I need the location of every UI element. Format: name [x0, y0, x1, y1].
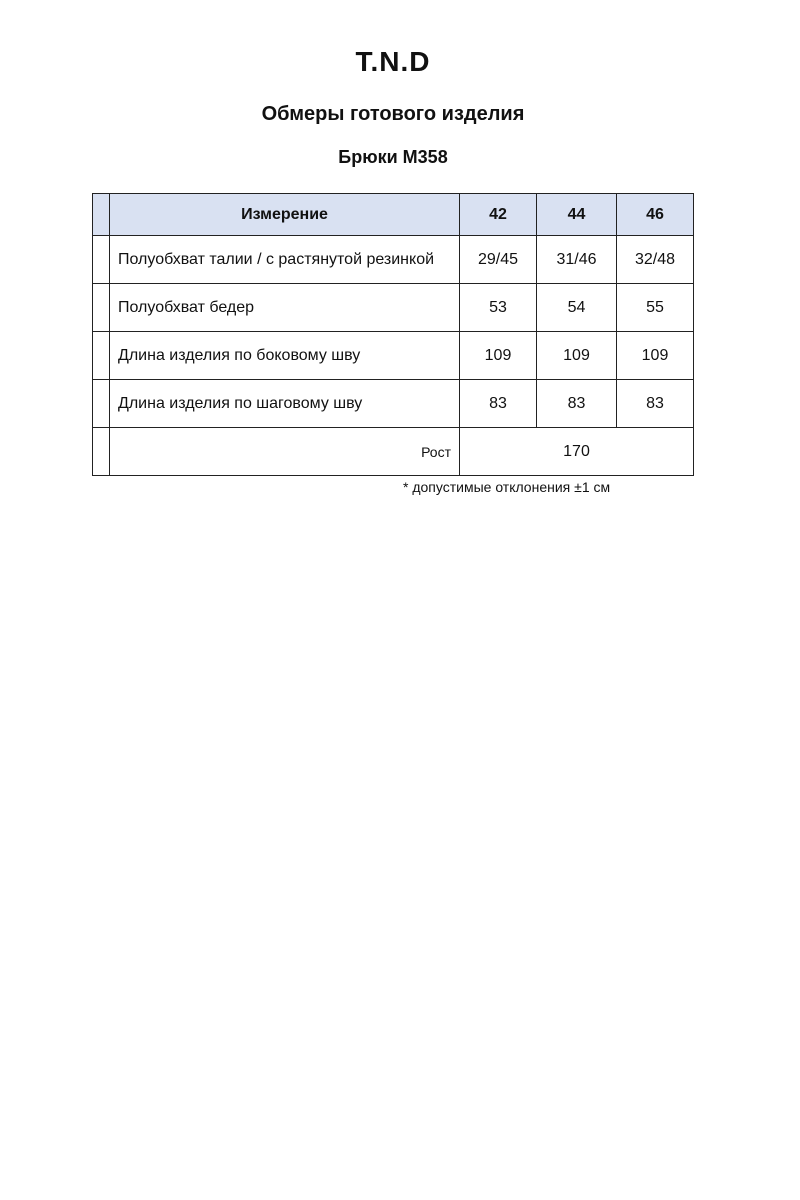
row-gutter-cell — [93, 236, 110, 284]
tolerance-footnote: * допустимые отклонения ±1 см — [403, 479, 611, 495]
measurement-column-header: Измерение — [110, 194, 460, 236]
row-gutter-cell — [93, 428, 110, 476]
product-title: Брюки М358 — [338, 147, 448, 167]
size-column-header: 44 — [537, 194, 617, 236]
measurement-name-cell: Полуобхват талии / с растянутой резинкой — [110, 236, 460, 284]
measurement-value-cell: 83 — [617, 380, 694, 428]
measurement-name-cell: Длина изделия по боковому шву — [110, 332, 460, 380]
measurement-name-cell: Длина изделия по шаговому шву — [110, 380, 460, 428]
row-gutter-cell — [93, 284, 110, 332]
size-column-header: 46 — [617, 194, 694, 236]
measurement-value-cell: 32/48 — [617, 236, 694, 284]
measurements-table — [92, 193, 694, 476]
table-row — [93, 284, 694, 332]
measurement-value-cell: 83 — [460, 380, 537, 428]
table-row — [93, 332, 694, 380]
table-header-row — [93, 194, 694, 236]
row-gutter-cell — [93, 332, 110, 380]
height-value-cell: 170 — [460, 428, 694, 476]
measurement-value-cell: 109 — [617, 332, 694, 380]
document-title: Обмеры готового изделия — [261, 103, 525, 125]
measurement-value-cell: 29/45 — [460, 236, 537, 284]
brand-title: T.N.D — [355, 46, 431, 77]
measurement-value-cell: 109 — [537, 332, 617, 380]
table-row — [93, 236, 694, 284]
measurement-value-cell: 109 — [460, 332, 537, 380]
height-row — [93, 428, 694, 476]
size-column-header: 42 — [460, 194, 537, 236]
table-row — [93, 380, 694, 428]
row-gutter-cell — [93, 194, 110, 236]
measurement-value-cell: 54 — [537, 284, 617, 332]
measurement-value-cell: 83 — [537, 380, 617, 428]
measurement-value-cell: 53 — [460, 284, 537, 332]
measurement-value-cell: 55 — [617, 284, 694, 332]
measurement-value-cell: 31/46 — [537, 236, 617, 284]
height-label-cell: Рост — [110, 428, 460, 476]
row-gutter-cell — [93, 380, 110, 428]
measurement-name-cell: Полуобхват бедер — [110, 284, 460, 332]
